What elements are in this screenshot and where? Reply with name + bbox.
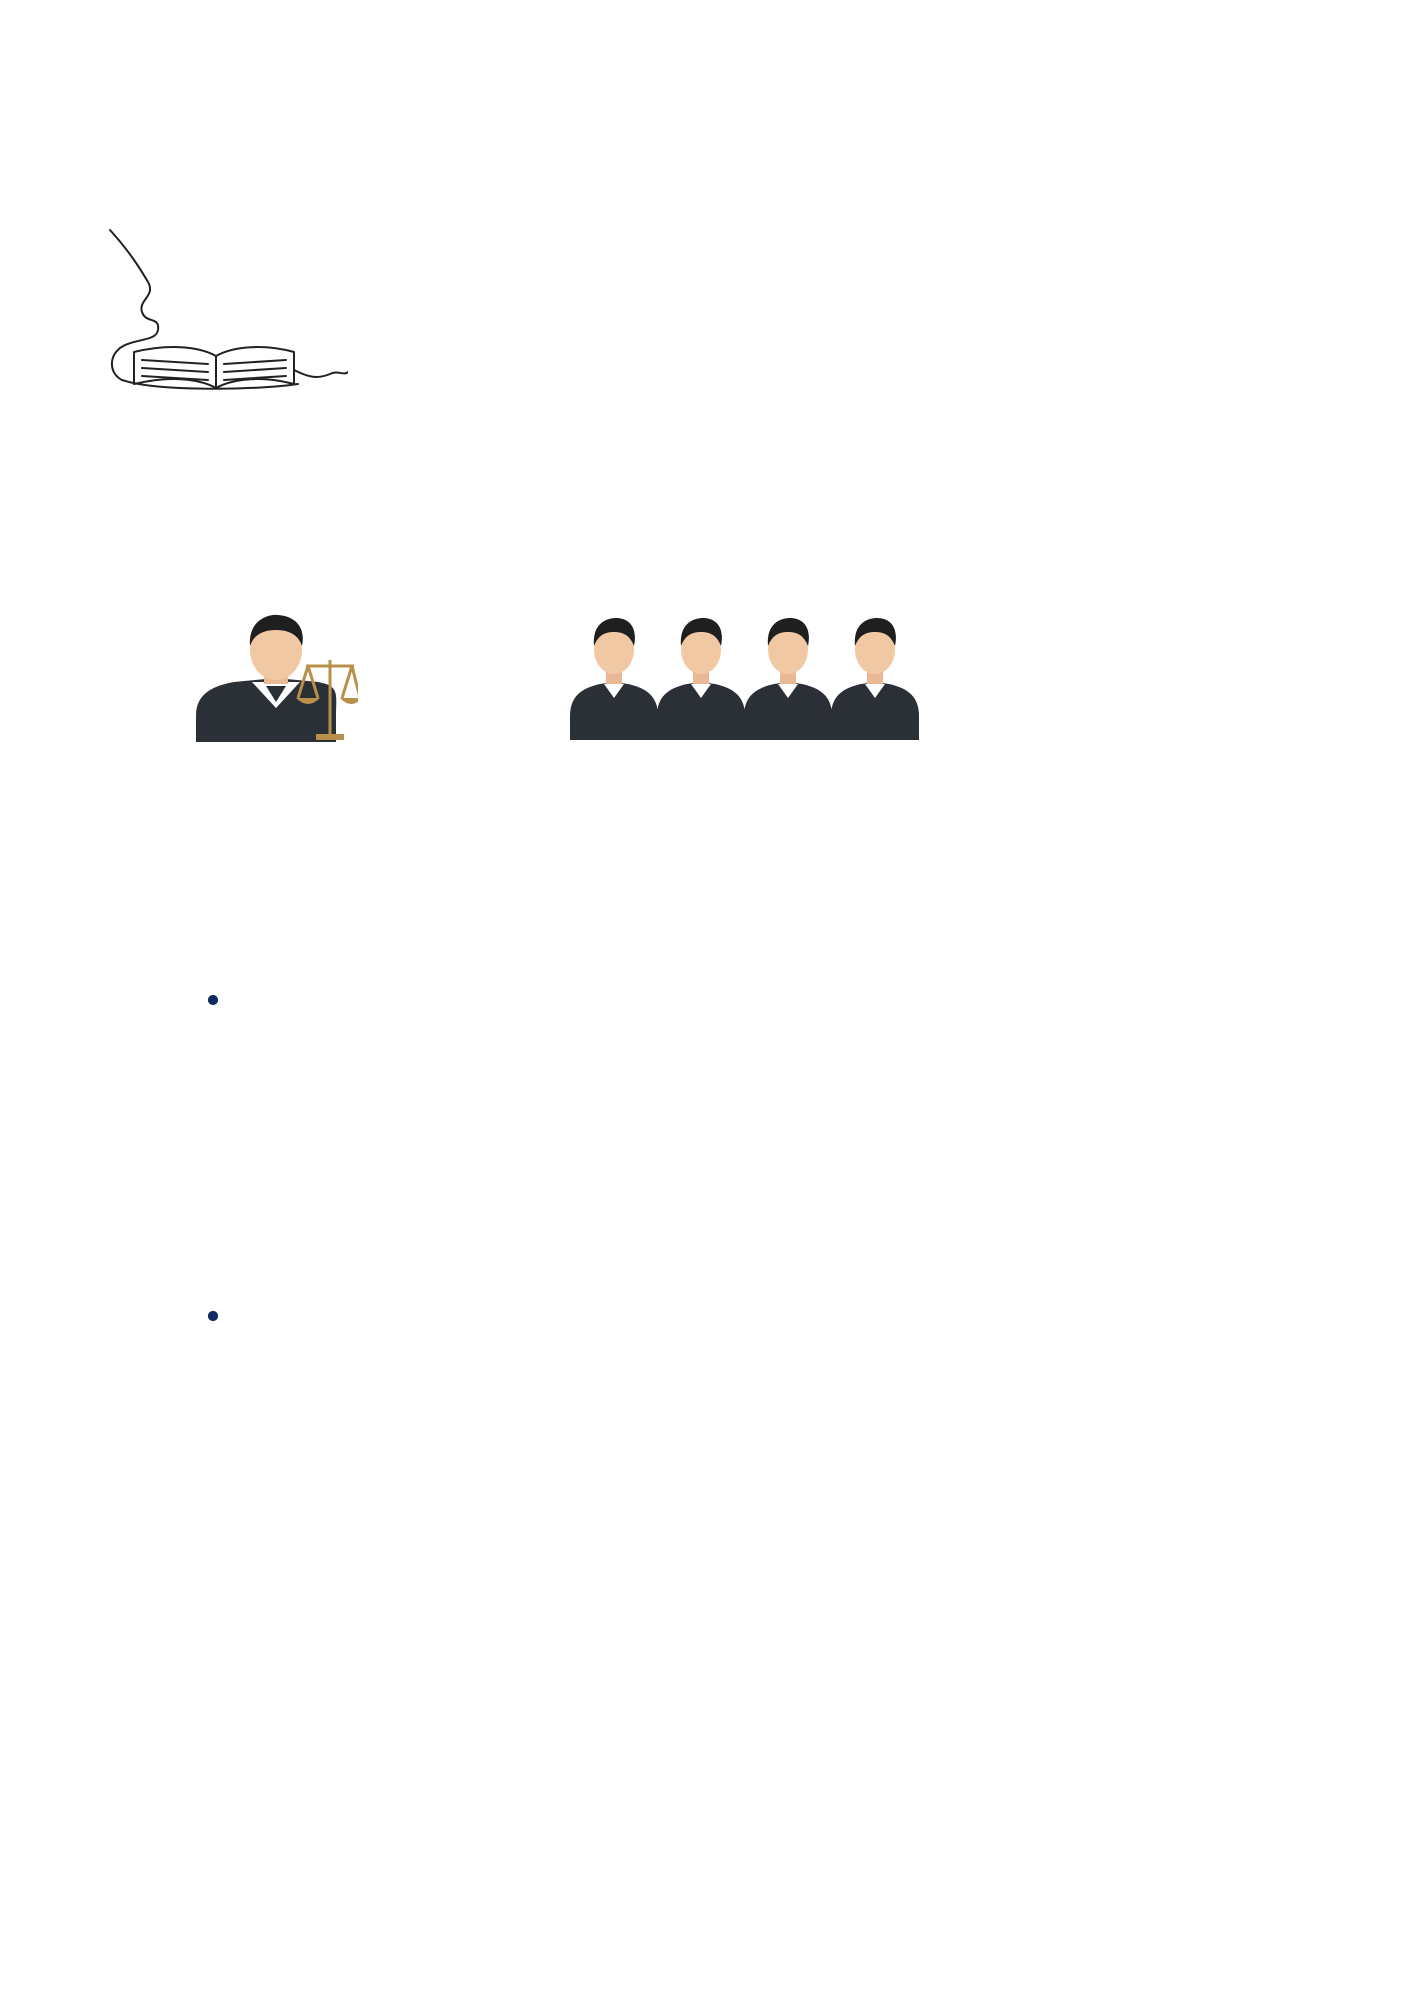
bullet-icon xyxy=(208,995,218,1005)
president-judge-icon xyxy=(196,612,358,742)
definition-text xyxy=(170,348,1310,391)
bullet-icon xyxy=(208,1311,218,1321)
assessors-judges-icon xyxy=(570,612,920,742)
